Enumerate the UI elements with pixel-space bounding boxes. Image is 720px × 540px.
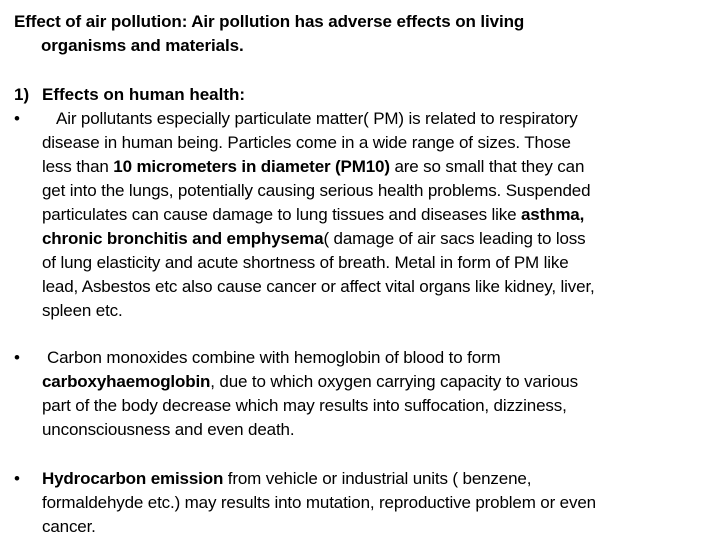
page-heading xyxy=(14,10,714,58)
bullet-icon: • xyxy=(14,109,20,128)
heading-line-1: Effect of air pollution: Air pollution has adverse effects on living xyxy=(14,12,525,31)
bullet-icon: • xyxy=(14,348,20,367)
text-span: are so small that they can xyxy=(389,157,585,176)
text-span: less than xyxy=(42,157,114,176)
text-line: part of the body decrease which may results into suffocation, dizziness, xyxy=(42,396,567,415)
heading-line-2: organisms and materials. xyxy=(41,36,244,55)
bold-text: asthma, xyxy=(520,205,585,224)
text-line: spleen etc. xyxy=(42,301,123,320)
bold-text: 10 micrometers in diameter (PM10) xyxy=(113,157,390,176)
bullet-hydrocarbon-emission xyxy=(14,467,720,539)
section-health-effects xyxy=(14,83,714,107)
text-line xyxy=(42,203,720,227)
section-number: 1) xyxy=(14,85,30,104)
text-span: ( damage of air sacs leading to loss xyxy=(323,229,586,248)
text-line: disease in human being. Particles come in a wide range of sizes. Those xyxy=(42,133,571,152)
text-span: particulates can cause damage to lung tissues and diseases like xyxy=(42,205,521,224)
text-line: lead, Asbestos etc also cause cancer or affect vital organs like kidney, liver, xyxy=(42,277,595,296)
text-line: Carbon monoxides combine with hemoglobin of blood to form xyxy=(47,348,501,367)
bold-text: carboxyhaemoglobin xyxy=(42,372,211,391)
bold-text: chronic bronchitis and emphysema xyxy=(42,229,324,248)
text-line: get into the lungs, potentially causing serious health problems. Suspended xyxy=(42,181,591,200)
text-line xyxy=(42,467,720,491)
text-line: Air pollutants especially particulate matter( PM) is related to respiratory xyxy=(56,109,578,128)
section-title xyxy=(14,83,714,107)
section-title-text: Effects on human health: xyxy=(42,85,246,104)
text-line xyxy=(42,227,720,251)
text-line xyxy=(42,155,720,179)
bullet-particulate-matter xyxy=(14,107,720,323)
bullet-carbon-monoxide xyxy=(14,346,720,442)
text-line: of lung elasticity and acute shortness of breath. Metal in form of PM like xyxy=(42,253,569,272)
text-line xyxy=(42,370,720,394)
bullet-icon: • xyxy=(14,469,20,488)
text-span: from vehicle or industrial units ( benzene, xyxy=(223,469,532,488)
bold-text: Hydrocarbon emission xyxy=(42,469,224,488)
text-span: , due to which oxygen carrying capacity to various xyxy=(210,372,578,391)
text-line: unconsciousness and even death. xyxy=(42,420,295,439)
text-line: cancer. xyxy=(42,517,96,536)
text-line: formaldehyde etc.) may results into mutation, reproductive problem or even xyxy=(42,493,596,512)
